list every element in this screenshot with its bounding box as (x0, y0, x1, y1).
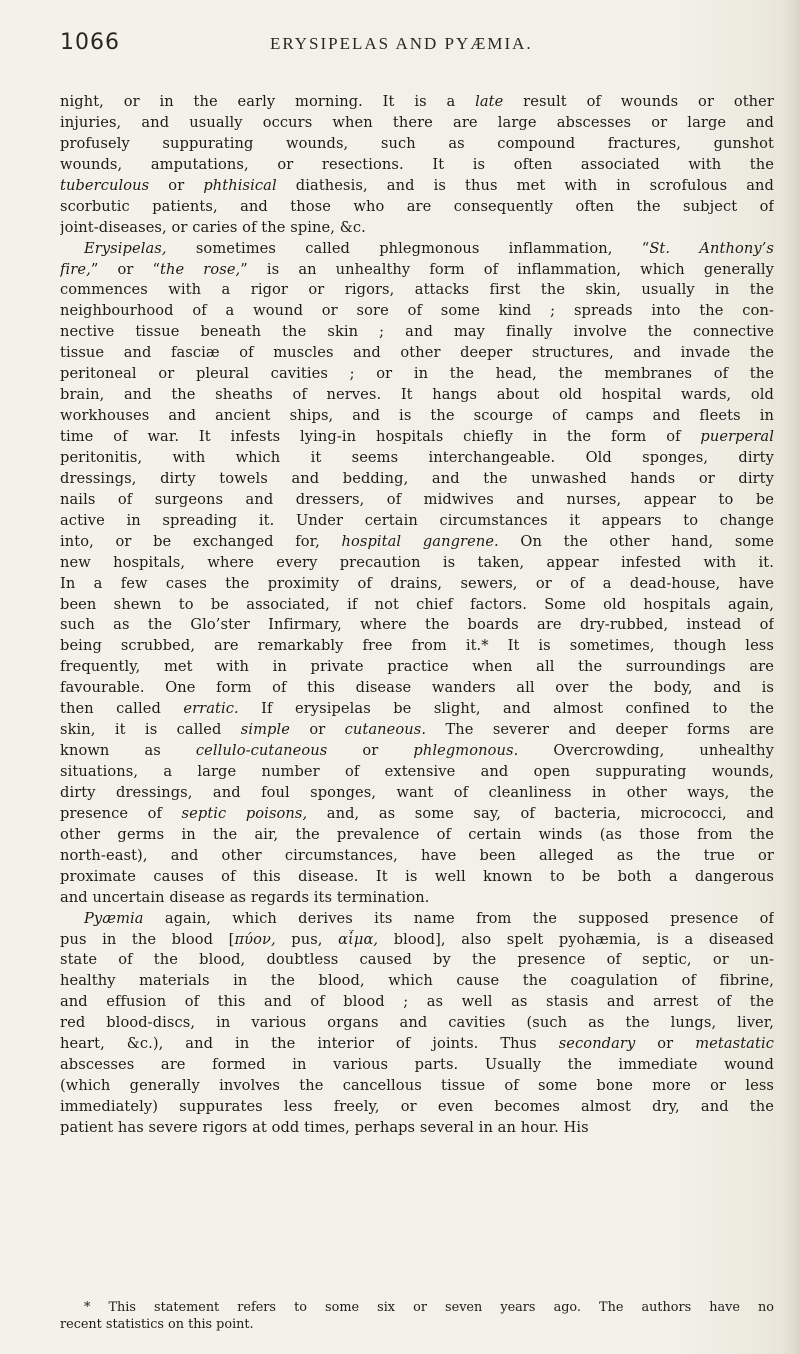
body-text-segment: secondary (558, 1035, 636, 1053)
body-text-segment: scorbutic patients, and those who are consequently often the subject of (60, 197, 774, 215)
footnote-line (60, 1316, 774, 1333)
body-text-segment: north-east), and other circumstances, have been alleged as the true or (60, 846, 774, 864)
body-text-segment: tuberculous (60, 176, 150, 194)
body-text-segment: dressings, dirty towels and bedding, and the unwashed hands or dirty (60, 469, 774, 487)
body-text-segment: The severer and deeper forms are (426, 721, 774, 739)
page-header (60, 30, 774, 60)
body-line (60, 678, 774, 699)
body-text-segment: abscesses are formed in various parts. Usually the immediate wound (60, 1056, 774, 1074)
body-text-segment: Erysipelas, (84, 239, 167, 257)
body-text-segment: brain, and the sheaths of nerves. It hangs about old hospital wards, old (60, 386, 774, 404)
body-text-segment: septic poisons, (181, 804, 308, 822)
body-line (60, 867, 774, 888)
body-line (60, 176, 774, 197)
body-line (60, 1034, 774, 1055)
body-line (60, 574, 774, 595)
body-line (60, 92, 774, 113)
body-line (60, 155, 774, 176)
body-line (60, 699, 774, 720)
body-text-segment: skin, it is called (60, 721, 241, 739)
body-text-segment: injuries, and usually occurs when there are large abscesses or large and (60, 113, 774, 131)
body-text-segment: nective tissue beneath the skin ; and may finally involve the connective (60, 323, 774, 341)
body-text-segment: frequently, met with in private practice when all the surroundings are (60, 658, 774, 676)
body-text-segment: metastatic (695, 1035, 774, 1053)
body-line (60, 260, 774, 281)
body-text-segment: other germs in the air, the prevalence of certain winds (as those from the (60, 825, 774, 843)
body-line (60, 971, 774, 992)
body-line (60, 553, 774, 574)
footnote-text-segment: * This statement refers to some six or seven years ago. The authors have no (84, 1300, 774, 1315)
body-line (60, 783, 774, 804)
body-text-segment: then called (60, 700, 184, 718)
body-text-segment: peritoneal or pleural cavities ; or in the head, the membranes of the (60, 365, 774, 383)
body-text-segment: fire, (60, 260, 91, 278)
body-line (60, 804, 774, 825)
body-text-segment: and effusion of this and of blood ; as well as stasis and arrest of the (60, 993, 774, 1011)
body-text-segment: sometimes called phlegmonous inflammation, “ (166, 239, 650, 257)
body-line (60, 1118, 774, 1139)
body-text-segment: presence of (60, 804, 182, 822)
body-text-segment: joint-diseases, or caries of the spine, &c. (60, 218, 366, 236)
body-text-segment: night, or in the early morning. It is a (60, 93, 476, 110)
body-line (60, 741, 774, 762)
body-text-segment: On the other hand, some (498, 532, 774, 550)
body-text-segment: healthy materials in the blood, which cause the coagulation of fibrine, (60, 972, 774, 990)
body-line (60, 992, 774, 1013)
body-text (60, 92, 774, 1139)
body-line (60, 239, 774, 260)
body-line (60, 762, 774, 783)
body-line (60, 888, 774, 909)
body-text-segment: such as the Glo’ster Infirmary, where the boards are dry-rubbed, instead of (60, 616, 774, 634)
body-text-segment: known as (60, 742, 196, 760)
body-line (60, 532, 774, 553)
body-text-segment: situations, a large number of extensive and open suppurating wounds, (60, 763, 774, 780)
body-text-segment: simple (240, 721, 290, 739)
body-text-segment: active in spreading it. Under certain circumstances it appears to change (60, 511, 774, 529)
body-text-segment: into, or be exchanged for, (60, 532, 342, 550)
body-line (60, 615, 774, 636)
body-text-segment: workhouses and ancient ships, and is the scourge of camps and fleets in (60, 407, 774, 425)
body-text-segment: or (327, 742, 414, 760)
body-text-segment: or (635, 1035, 696, 1053)
body-text-segment: again, which derives its name from the supposed presence of (143, 909, 774, 927)
body-line (60, 930, 774, 951)
body-text-segment: πύον, (234, 930, 276, 948)
body-text-segment: Pyæmia (84, 909, 144, 927)
body-text-segment: being scrubbed, are remarkably free from it.* It is sometimes, though less (60, 637, 774, 655)
footnote-text-segment: recent statistics on this point. (60, 1317, 254, 1332)
body-line (60, 825, 774, 846)
body-line (60, 657, 774, 678)
footnote (60, 1299, 774, 1333)
body-text-segment: erratic. (183, 700, 239, 718)
body-text-segment: commences with a rigor or rigors, attacks first the skin, usually in the (60, 281, 774, 299)
body-text-segment: heart, &c.), and in the interior of joints. Thus (60, 1035, 559, 1053)
body-text-segment: wounds, amputations, or resections. It is often associated with the (60, 155, 774, 173)
body-line (60, 595, 774, 616)
body-text-segment: neighbourhood of a wound or sore of some kind ; spreads into the con- (60, 302, 774, 320)
body-line (60, 301, 774, 322)
body-line (60, 909, 774, 930)
body-text-segment: peritonitis, with which it seems interchangeable. Old sponges, dirty (60, 448, 774, 466)
body-text-segment: blood], also spelt pyohæmia, is a diseased (378, 930, 774, 948)
body-text-segment: cutaneous. (344, 721, 427, 739)
body-line (60, 1055, 774, 1076)
body-text-segment: pus in the blood [ (60, 930, 235, 948)
body-text-segment: result of wounds or other (503, 93, 774, 110)
body-text-segment: phthisical (203, 176, 277, 194)
body-text-segment: late (475, 93, 504, 110)
body-line (60, 511, 774, 532)
body-text-segment: or (289, 721, 345, 739)
body-line (60, 322, 774, 343)
body-line (60, 469, 774, 490)
body-text-segment: patient has severe rigors at odd times, perhaps several in an hour. His (60, 1118, 589, 1136)
body-text-segment: and uncertain disease as regards its termination. (60, 888, 430, 906)
body-text-segment: time of war. It infests lying-in hospitals chiefly in the form of (60, 428, 701, 445)
body-line (60, 406, 774, 427)
body-text-segment: phlegmonous. (413, 742, 519, 760)
body-line (60, 720, 774, 741)
body-text-segment: favourable. One form of this disease wanders all over the body, and is (60, 679, 774, 697)
body-text-segment: cellulo-cutaneous (195, 742, 328, 760)
body-text-segment: the rose, (160, 260, 241, 278)
body-text-segment: new hospitals, where every precaution is taken, appear infested with it. (60, 553, 774, 571)
body-line (60, 364, 774, 385)
body-line (60, 343, 774, 364)
body-text-segment: ” or “ (90, 260, 161, 278)
body-text-segment: profusely suppurating wounds, such as compound fractures, gunshot (60, 134, 774, 152)
running-title: ERYSIPELAS AND PYÆMIA. (270, 34, 533, 53)
body-text-segment: In a few cases the proximity of drains, sewers, or of a dead-house, have (60, 574, 774, 592)
body-line (60, 1076, 774, 1097)
body-text-segment: If erysipelas be slight, and almost confined to the (238, 700, 774, 718)
body-line (60, 490, 774, 511)
body-text-segment: ” is an unhealthy form of inflammation, which generally (240, 260, 774, 278)
footnote-line (60, 1299, 774, 1316)
body-line (60, 427, 774, 448)
body-line (60, 636, 774, 657)
body-line (60, 846, 774, 867)
body-text-segment: proximate causes of this disease. It is well known to be both a dangerous (60, 867, 774, 885)
body-line (60, 280, 774, 301)
body-line (60, 218, 774, 239)
body-text-segment: Overcrowding, unhealthy (518, 742, 774, 760)
body-text-segment: diathesis, and is thus met with in scrofulous and (276, 176, 774, 194)
body-text-segment: red blood-discs, in various organs and cavities (such as the lungs, liver, (60, 1014, 774, 1032)
body-line (60, 448, 774, 469)
body-line (60, 1097, 774, 1118)
body-text-segment: or (149, 176, 204, 194)
body-text-segment: St. Anthony’s (649, 239, 774, 257)
body-text-segment: and, as some say, of bacteria, micrococci, and (307, 804, 774, 822)
body-line (60, 950, 774, 971)
page-edge-shadow (782, 0, 800, 1354)
body-line (60, 197, 774, 218)
body-text-segment: (which generally involves the cancellous tissue of some bone more or less (60, 1077, 774, 1095)
body-line (60, 385, 774, 406)
body-text-segment: been shewn to be associated, if not chief factors. Some old hospitals again, (60, 595, 774, 613)
body-text-segment: αἷμα, (338, 930, 379, 948)
body-text-segment: immediately) suppurates less freely, or even becomes almost dry, and the (60, 1098, 774, 1115)
body-text-segment: hospital gangrene. (341, 532, 499, 550)
body-line (60, 134, 774, 155)
page-number: 1066 (60, 30, 120, 55)
body-text-segment: nails of surgeons and dressers, of midwives and nurses, appear to be (60, 490, 774, 508)
body-text-segment: puerperal (700, 428, 774, 445)
body-text-segment: state of the blood, doubtless caused by the presence of septic, or un- (60, 951, 774, 969)
body-line (60, 1013, 774, 1034)
body-text-segment: pus, (275, 930, 339, 948)
body-text-segment: dirty dressings, and foul sponges, want of cleanliness in other ways, the (60, 783, 774, 801)
body-line (60, 113, 774, 134)
body-text-segment: tissue and fasciæ of muscles and other deeper structures, and invade the (60, 344, 774, 362)
